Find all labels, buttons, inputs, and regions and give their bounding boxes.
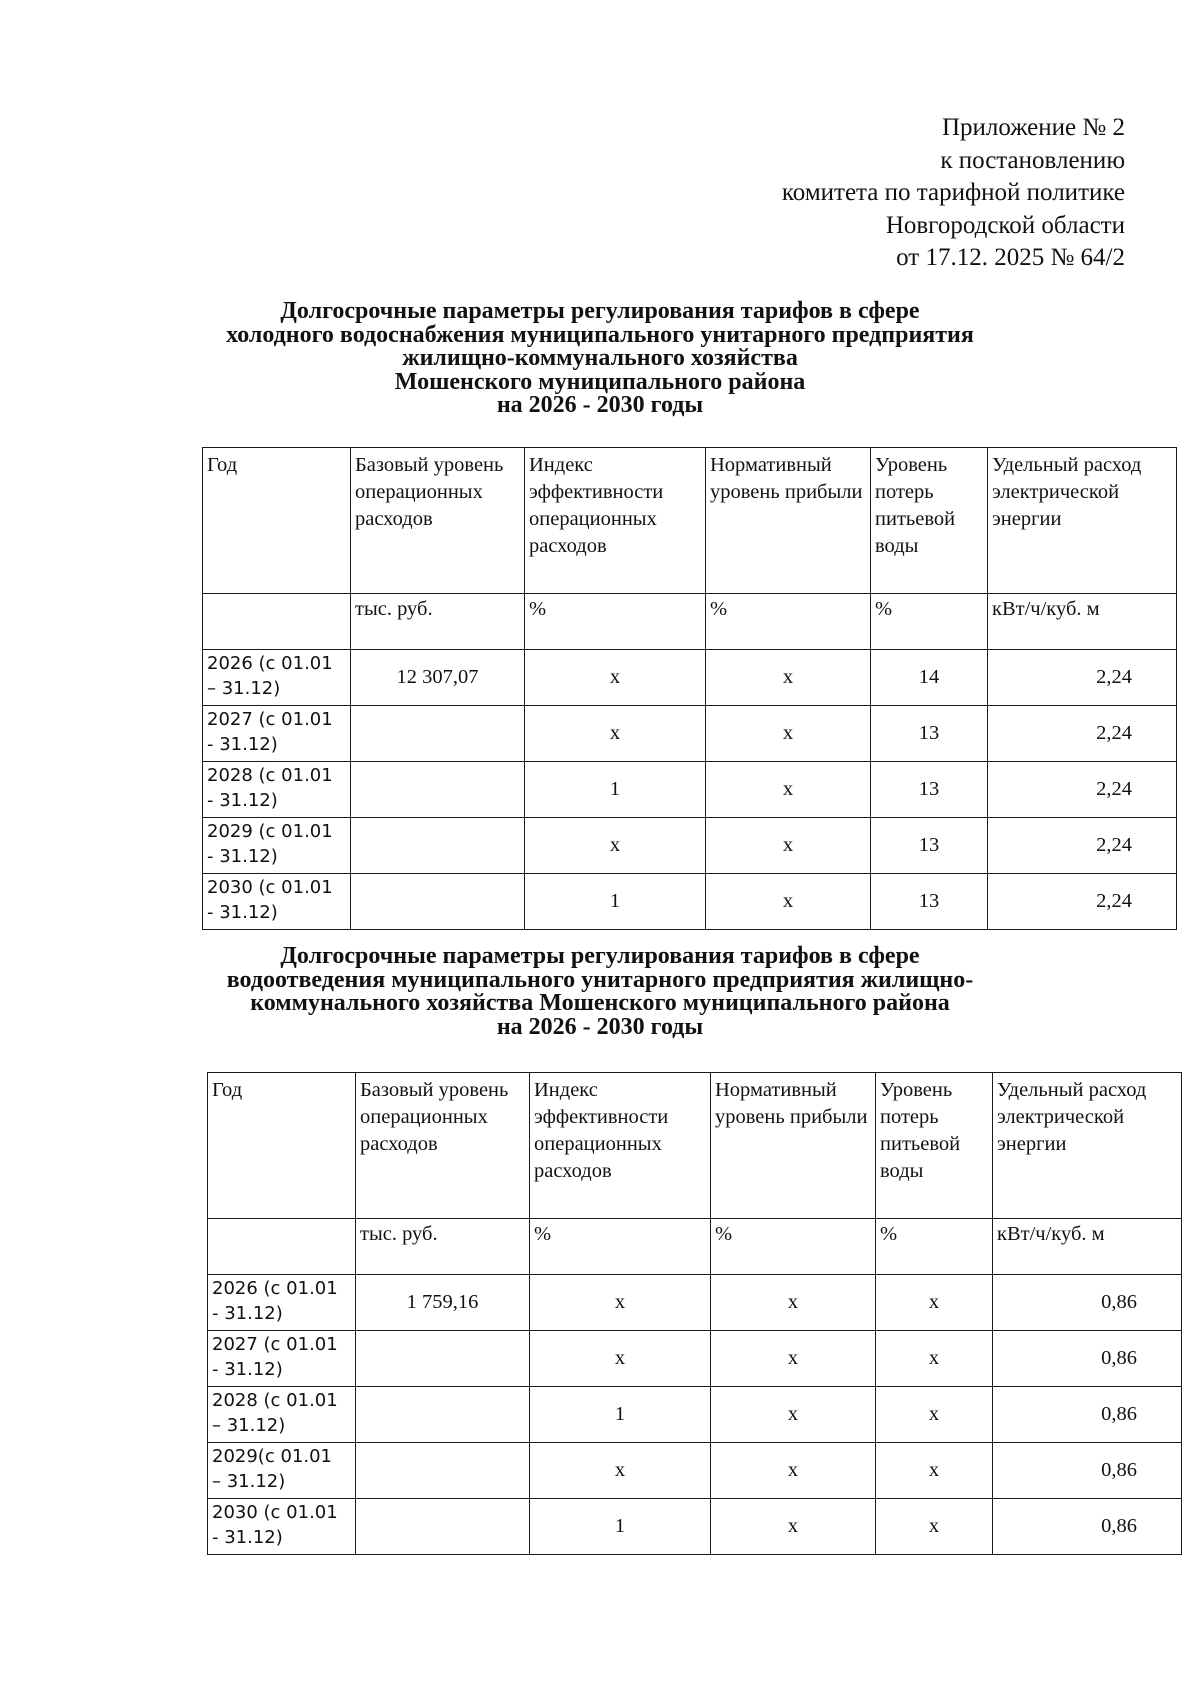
cell-base-opex xyxy=(356,1443,530,1499)
wastewater-section-title xyxy=(150,945,1050,1039)
header-water-losses: Уровень потерь питьевой воды xyxy=(876,1073,993,1219)
cell-year: 2028 (с 01.01 – 31.12) xyxy=(208,1387,356,1443)
table-row xyxy=(203,874,1177,930)
cell-water-losses: x xyxy=(876,1499,993,1555)
cell-water-losses: x xyxy=(876,1275,993,1331)
title-line: Долгосрочные параметры регулирования тарифов в сфере xyxy=(280,943,920,969)
header-year: Год xyxy=(208,1073,356,1219)
title-line: коммунального хозяйства Мошенского муниципального района xyxy=(250,990,950,1016)
title-line: Мошенского муниципального района xyxy=(394,368,806,395)
cell-base-opex xyxy=(351,762,525,818)
unit-energy-consumption: кВт/ч/куб. м xyxy=(993,1219,1182,1275)
unit-efficiency-index: % xyxy=(530,1219,711,1275)
cell-base-opex xyxy=(356,1331,530,1387)
cell-base-opex xyxy=(351,874,525,930)
header-year: Год xyxy=(203,448,351,594)
cell-efficiency-index: x xyxy=(530,1275,711,1331)
cell-year: 2027 (с 01.01 - 31.12) xyxy=(203,706,351,762)
cold-water-params-table xyxy=(202,447,1177,930)
cell-water-losses: 13 xyxy=(871,818,988,874)
header-efficiency-index: Индекс эффективности операционных расходов xyxy=(530,1073,711,1219)
title-line: водоотведения муниципального унитарного предприятия жилищно- xyxy=(226,966,974,993)
cell-energy-consumption: 2,24 xyxy=(988,650,1177,706)
table-row xyxy=(203,762,1177,818)
cell-profit-level: x xyxy=(706,650,871,706)
cell-year: 2029 (с 01.01 - 31.12) xyxy=(203,818,351,874)
cell-efficiency-index: x xyxy=(530,1331,711,1387)
unit-year xyxy=(208,1219,356,1275)
title-line: Долгосрочные параметры регулирования тарифов в сфере xyxy=(280,298,920,324)
cell-energy-consumption: 2,24 xyxy=(988,874,1177,930)
table-row xyxy=(203,706,1177,762)
cell-energy-consumption: 2,24 xyxy=(988,818,1177,874)
unit-year xyxy=(203,594,351,650)
header-energy-consumption: Удельный расход электрической энергии xyxy=(988,448,1177,594)
unit-water-losses: % xyxy=(876,1219,993,1275)
cell-base-opex xyxy=(351,818,525,874)
table-row xyxy=(208,1331,1182,1387)
cell-water-losses: 14 xyxy=(871,650,988,706)
appendix-line: от 17.12. 2025 № 64/2 xyxy=(896,244,1125,271)
wastewater-params-table xyxy=(207,1072,1182,1555)
header-energy-consumption: Удельный расход электрической энергии xyxy=(993,1073,1182,1219)
cell-water-losses: x xyxy=(876,1387,993,1443)
table-row xyxy=(208,1275,1182,1331)
table-row xyxy=(208,1387,1182,1443)
cell-profit-level: x xyxy=(711,1443,876,1499)
cell-water-losses: 13 xyxy=(871,874,988,930)
header-efficiency-index: Индекс эффективности операционных расходов xyxy=(525,448,706,594)
header-base-opex: Базовый уровень операционных расходов xyxy=(356,1073,530,1219)
cell-efficiency-index: x xyxy=(525,650,706,706)
cell-base-opex xyxy=(356,1387,530,1443)
cell-energy-consumption: 0,86 xyxy=(993,1275,1182,1331)
title-line: холодного водоснабжения муниципального унитарного предприятия xyxy=(226,321,974,348)
cell-water-losses: 13 xyxy=(871,706,988,762)
appendix-block xyxy=(525,112,1125,275)
cell-energy-consumption: 2,24 xyxy=(988,706,1177,762)
title-line: на 2026 - 2030 годы xyxy=(496,392,704,418)
cell-efficiency-index: 1 xyxy=(525,762,706,818)
cell-profit-level: x xyxy=(706,706,871,762)
cell-water-losses: x xyxy=(876,1331,993,1387)
cell-year: 2029(с 01.01 – 31.12) xyxy=(208,1443,356,1499)
unit-base-opex: тыс. руб. xyxy=(351,594,525,650)
table-row xyxy=(208,1443,1182,1499)
table-row xyxy=(203,650,1177,706)
cell-profit-level: x xyxy=(706,874,871,930)
cell-energy-consumption: 0,86 xyxy=(993,1499,1182,1555)
header-base-opex: Базовый уровень операционных расходов xyxy=(351,448,525,594)
cell-base-opex: 1 759,16 xyxy=(356,1275,530,1331)
cell-year: 2026 (с 01.01 – 31.12) xyxy=(203,650,351,706)
appendix-line: Приложение № 2 xyxy=(941,114,1125,141)
unit-efficiency-index: % xyxy=(525,594,706,650)
cell-profit-level: x xyxy=(711,1499,876,1555)
cell-efficiency-index: 1 xyxy=(530,1499,711,1555)
cold-water-section-title xyxy=(150,300,1050,418)
unit-profit-level: % xyxy=(711,1219,876,1275)
unit-energy-consumption: кВт/ч/куб. м xyxy=(988,594,1177,650)
table-header-row xyxy=(203,448,1177,594)
cell-profit-level: x xyxy=(711,1275,876,1331)
cell-year: 2027 (с 01.01 - 31.12) xyxy=(208,1331,356,1387)
cell-energy-consumption: 0,86 xyxy=(993,1331,1182,1387)
table-row xyxy=(208,1499,1182,1555)
table-units-row xyxy=(208,1219,1182,1275)
cell-energy-consumption: 2,24 xyxy=(988,762,1177,818)
header-water-losses: Уровень потерь питьевой воды xyxy=(871,448,988,594)
cell-efficiency-index: 1 xyxy=(525,874,706,930)
unit-water-losses: % xyxy=(871,594,988,650)
cell-energy-consumption: 0,86 xyxy=(993,1443,1182,1499)
cell-year: 2028 (с 01.01 - 31.12) xyxy=(203,762,351,818)
table-row xyxy=(203,818,1177,874)
table-header-row xyxy=(208,1073,1182,1219)
unit-base-opex: тыс. руб. xyxy=(356,1219,530,1275)
cell-water-losses: 13 xyxy=(871,762,988,818)
appendix-line: к постановлению xyxy=(940,146,1125,174)
cell-year: 2026 (с 01.01 - 31.12) xyxy=(208,1275,356,1331)
cell-profit-level: x xyxy=(711,1331,876,1387)
cell-energy-consumption: 0,86 xyxy=(993,1387,1182,1443)
title-line: жилищно-коммунального хозяйства xyxy=(402,345,798,371)
cell-year: 2030 (с 01.01 - 31.12) xyxy=(208,1499,356,1555)
header-profit-level: Нормативный уровень прибыли xyxy=(706,448,871,594)
cell-profit-level: x xyxy=(706,762,871,818)
cell-base-opex xyxy=(351,706,525,762)
cell-profit-level: x xyxy=(711,1387,876,1443)
cell-profit-level: x xyxy=(706,818,871,874)
cell-year: 2030 (с 01.01 - 31.12) xyxy=(203,874,351,930)
unit-profit-level: % xyxy=(706,594,871,650)
cell-efficiency-index: x xyxy=(530,1443,711,1499)
appendix-line: Новгородской области xyxy=(885,211,1125,239)
cell-base-opex xyxy=(356,1499,530,1555)
table-units-row xyxy=(203,594,1177,650)
cell-efficiency-index: x xyxy=(525,706,706,762)
cell-water-losses: x xyxy=(876,1443,993,1499)
title-line: на 2026 - 2030 годы xyxy=(496,1013,704,1040)
header-profit-level: Нормативный уровень прибыли xyxy=(711,1073,876,1219)
cell-efficiency-index: 1 xyxy=(530,1387,711,1443)
appendix-line: комитета по тарифной политике xyxy=(781,179,1125,206)
cell-base-opex: 12 307,07 xyxy=(351,650,525,706)
cell-efficiency-index: x xyxy=(525,818,706,874)
